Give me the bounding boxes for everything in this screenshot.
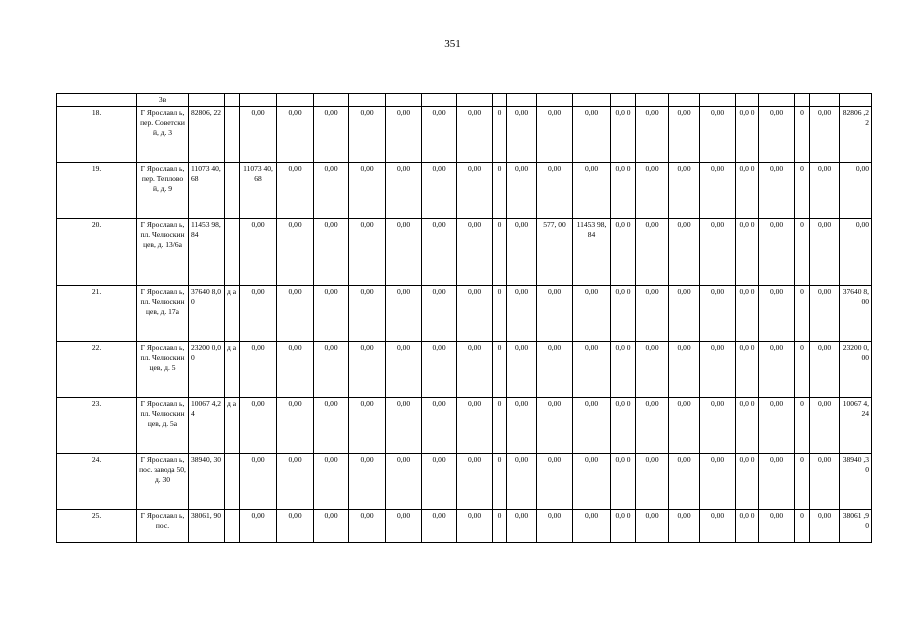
value-cell: 0,00 xyxy=(349,219,386,286)
value-cell: 0,00 xyxy=(810,286,840,342)
value-cell: 0 xyxy=(795,342,810,398)
value-cell: 0,00 xyxy=(537,342,573,398)
value-cell: 0,00 xyxy=(349,286,386,342)
value-cell: 0,00 xyxy=(314,286,349,342)
value-cell: 0,00 xyxy=(457,163,493,219)
address-cell: Г Ярославл ь, пос. завода 50, д. 30 xyxy=(137,454,189,510)
value-cell: 0,00 xyxy=(573,454,611,510)
table-body xyxy=(57,94,872,543)
value-cell: 0,00 xyxy=(573,342,611,398)
value-cell: 0,00 xyxy=(507,163,537,219)
value-cell: 0,00 xyxy=(507,107,537,163)
value-cell: 0,00 xyxy=(422,286,457,342)
value-cell: 0,00 xyxy=(277,510,314,543)
row-number: 24. xyxy=(57,454,137,510)
value-cell: 0,0 0 xyxy=(736,163,759,219)
total-cell: 23200 0,00 xyxy=(189,342,225,398)
value-cell: 0,00 xyxy=(314,510,349,543)
value-cell: 0,00 xyxy=(386,107,422,163)
value-cell: 0,00 xyxy=(669,342,700,398)
value-cell: 0,00 xyxy=(700,219,736,286)
value-cell: 0,00 xyxy=(386,163,422,219)
value-cell: 0,00 xyxy=(422,219,457,286)
flag-cell xyxy=(225,454,240,510)
value-cell: 0,00 xyxy=(314,342,349,398)
value-cell: 0,00 xyxy=(700,398,736,454)
value-cell: 0,00 xyxy=(457,286,493,342)
value-cell: 0,00 xyxy=(573,163,611,219)
value-cell: 0,00 xyxy=(759,510,795,543)
value-cell: 0 xyxy=(493,454,507,510)
last-value-cell: 38061 ,90 xyxy=(840,510,872,543)
value-cell: 0,00 xyxy=(537,454,573,510)
value-cell: 0,00 xyxy=(759,107,795,163)
value-cell: 0,00 xyxy=(422,510,457,543)
continuation-text: 3в xyxy=(137,94,189,107)
value-cell: 0,00 xyxy=(240,286,277,342)
row-number: 25. xyxy=(57,510,137,543)
value-cell: 0,00 xyxy=(422,107,457,163)
value-cell: 0 xyxy=(493,510,507,543)
value-cell: 0,00 xyxy=(507,454,537,510)
value-cell: 0,00 xyxy=(669,510,700,543)
value-cell: 0,00 xyxy=(349,510,386,543)
table-row xyxy=(57,510,872,543)
value-cell: 0,00 xyxy=(386,398,422,454)
value-cell: 0,00 xyxy=(573,107,611,163)
value-cell: 0,00 xyxy=(349,163,386,219)
value-cell: 0,00 xyxy=(636,219,669,286)
value-cell: 0,0 0 xyxy=(736,510,759,543)
value-cell: 0,00 xyxy=(277,454,314,510)
value-cell: 0,00 xyxy=(386,219,422,286)
value-cell: 0,00 xyxy=(457,454,493,510)
row-number: 21. xyxy=(57,286,137,342)
row-number: 22. xyxy=(57,342,137,398)
value-cell: 0,00 xyxy=(636,454,669,510)
value-cell: 0,00 xyxy=(759,454,795,510)
value-cell: 0,00 xyxy=(277,286,314,342)
value-cell: 0,00 xyxy=(457,398,493,454)
value-cell: 0,00 xyxy=(457,342,493,398)
value-cell: 0,0 0 xyxy=(611,454,636,510)
value-cell: 0,0 0 xyxy=(736,219,759,286)
value-cell: 0,00 xyxy=(240,107,277,163)
value-cell: 0,00 xyxy=(810,219,840,286)
value-cell: 0 xyxy=(795,454,810,510)
value-cell: 0,00 xyxy=(537,398,573,454)
value-cell: 0,00 xyxy=(386,454,422,510)
value-cell: 0 xyxy=(493,342,507,398)
last-value-cell: 38940 ,30 xyxy=(840,454,872,510)
value-cell: 0,00 xyxy=(507,510,537,543)
value-cell: 0,00 xyxy=(573,510,611,543)
value-cell: 0,00 xyxy=(759,286,795,342)
table-row xyxy=(57,454,872,510)
value-cell: 0,00 xyxy=(636,163,669,219)
value-cell: 0,00 xyxy=(537,286,573,342)
value-cell: 0 xyxy=(493,398,507,454)
value-cell: 0,00 xyxy=(240,219,277,286)
value-cell: 0,00 xyxy=(349,454,386,510)
page-number: 351 xyxy=(444,38,461,50)
value-cell: 0,00 xyxy=(457,219,493,286)
table-row xyxy=(57,342,872,398)
value-cell: 0,00 xyxy=(669,219,700,286)
value-cell: 0,0 0 xyxy=(736,342,759,398)
value-cell: 0,00 xyxy=(422,398,457,454)
value-cell: 0,00 xyxy=(810,454,840,510)
address-cell: Г Ярославл ь, пер. Тепловой, д. 9 xyxy=(137,163,189,219)
value-cell: 0,00 xyxy=(636,398,669,454)
value-cell: 0,00 xyxy=(759,219,795,286)
value-cell: 0,00 xyxy=(507,398,537,454)
value-cell: 0,00 xyxy=(810,107,840,163)
value-cell: 0,00 xyxy=(810,398,840,454)
total-cell: 11073 40,68 xyxy=(189,163,225,219)
value-cell: 0,00 xyxy=(669,163,700,219)
last-value-cell: 0,00 xyxy=(840,163,872,219)
value-cell: 0,00 xyxy=(700,107,736,163)
value-cell: 0,00 xyxy=(700,454,736,510)
value-cell: 0 xyxy=(493,107,507,163)
table-row xyxy=(57,163,872,219)
address-cell: Г Ярославл ь, пер. Советски й, д. 3 xyxy=(137,107,189,163)
value-cell: 0,00 xyxy=(636,286,669,342)
table-row xyxy=(57,286,872,342)
value-cell: 0,00 xyxy=(507,286,537,342)
value-cell: 0,00 xyxy=(636,107,669,163)
data-table xyxy=(56,93,872,543)
value-cell: 11453 98,84 xyxy=(573,219,611,286)
value-cell: 0,00 xyxy=(277,342,314,398)
value-cell: 0 xyxy=(795,107,810,163)
value-cell: 0,00 xyxy=(277,163,314,219)
table-row xyxy=(57,219,872,286)
value-cell: 0,00 xyxy=(349,342,386,398)
value-cell: 0,00 xyxy=(573,398,611,454)
row-number: 19. xyxy=(57,163,137,219)
address-cell: Г Ярославл ь, пл. Челюскин цев, д. 17а xyxy=(137,286,189,342)
value-cell: 0,00 xyxy=(700,342,736,398)
total-cell: 11453 98,84 xyxy=(189,219,225,286)
value-cell: 0,00 xyxy=(669,286,700,342)
value-cell: 0,00 xyxy=(314,398,349,454)
value-cell: 0,0 0 xyxy=(611,286,636,342)
value-cell: 0,00 xyxy=(537,107,573,163)
value-cell: 0,00 xyxy=(314,219,349,286)
value-cell: 0,00 xyxy=(277,219,314,286)
value-cell: 0,00 xyxy=(349,107,386,163)
value-cell: 0,00 xyxy=(810,342,840,398)
address-cell: Г Ярославл ь, пос. xyxy=(137,510,189,543)
value-cell: 0,00 xyxy=(700,286,736,342)
value-cell: 0,00 xyxy=(314,163,349,219)
value-cell: 0,00 xyxy=(277,107,314,163)
value-cell: 0,00 xyxy=(759,342,795,398)
address-cell: Г Ярославл ь, пл. Челюскин цев, д. 5 xyxy=(137,342,189,398)
continuation-row xyxy=(57,94,872,107)
value-cell: 0 xyxy=(795,398,810,454)
value-cell: 0,0 0 xyxy=(736,454,759,510)
value-cell: 0,00 xyxy=(422,342,457,398)
value-cell: 0,00 xyxy=(314,107,349,163)
value-cell: 0,00 xyxy=(636,510,669,543)
value-cell: 0,00 xyxy=(386,286,422,342)
value-cell: 0,00 xyxy=(386,510,422,543)
last-value-cell: 10067 4,24 xyxy=(840,398,872,454)
last-value-cell: 0,00 xyxy=(840,219,872,286)
value-cell: 0 xyxy=(795,163,810,219)
value-cell: 0,00 xyxy=(240,454,277,510)
total-cell: 10067 4,24 xyxy=(189,398,225,454)
value-cell: 0,00 xyxy=(386,342,422,398)
address-cell: Г Ярославл ь, пл. Челюскин цев, д. 13/6а xyxy=(137,219,189,286)
value-cell: 0,00 xyxy=(537,163,573,219)
value-cell: 0,00 xyxy=(700,163,736,219)
value-cell: 0,00 xyxy=(314,454,349,510)
value-cell: 0,00 xyxy=(422,163,457,219)
value-cell: 0,0 0 xyxy=(611,342,636,398)
value-cell: 0,00 xyxy=(507,219,537,286)
flag-cell: д а xyxy=(225,342,240,398)
value-cell: 0,00 xyxy=(240,510,277,543)
value-cell: 0 xyxy=(493,286,507,342)
value-cell: 0,0 0 xyxy=(611,163,636,219)
total-cell: 82806, 22 xyxy=(189,107,225,163)
value-cell: 0,00 xyxy=(669,398,700,454)
flag-cell xyxy=(225,510,240,543)
row-number: 20. xyxy=(57,219,137,286)
value-cell: 577, 00 xyxy=(537,219,573,286)
flag-cell xyxy=(225,219,240,286)
value-cell: 0,0 0 xyxy=(736,286,759,342)
value-cell: 0,0 0 xyxy=(611,107,636,163)
last-value-cell: 82806 ,22 xyxy=(840,107,872,163)
value-cell: 0,0 0 xyxy=(736,107,759,163)
value-cell: 0,00 xyxy=(349,398,386,454)
flag-cell xyxy=(225,163,240,219)
value-cell: 0,00 xyxy=(457,510,493,543)
value-cell: 0 xyxy=(795,510,810,543)
value-cell: 0,00 xyxy=(810,163,840,219)
value-cell: 0,0 0 xyxy=(611,510,636,543)
value-cell: 0,00 xyxy=(759,163,795,219)
value-cell: 0,00 xyxy=(700,510,736,543)
value-cell: 0 xyxy=(493,163,507,219)
flag-cell: д а xyxy=(225,286,240,342)
total-cell: 37640 8,00 xyxy=(189,286,225,342)
value-cell: 0 xyxy=(493,219,507,286)
total-cell: 38940, 30 xyxy=(189,454,225,510)
flag-cell xyxy=(225,107,240,163)
table-row xyxy=(57,107,872,163)
value-cell: 0,00 xyxy=(669,454,700,510)
value-cell: 11073 40,68 xyxy=(240,163,277,219)
address-cell: Г Ярославл ь, пл. Челюскин цев, д. 5а xyxy=(137,398,189,454)
total-cell: 38061, 90 xyxy=(189,510,225,543)
value-cell: 0,00 xyxy=(422,454,457,510)
table-row xyxy=(57,398,872,454)
value-cell: 0,00 xyxy=(759,398,795,454)
value-cell: 0,0 0 xyxy=(736,398,759,454)
value-cell: 0,0 0 xyxy=(611,219,636,286)
value-cell: 0,00 xyxy=(573,286,611,342)
value-cell: 0,00 xyxy=(277,398,314,454)
value-cell: 0,00 xyxy=(240,342,277,398)
flag-cell: д а xyxy=(225,398,240,454)
row-number: 23. xyxy=(57,398,137,454)
last-value-cell: 23200 0,00 xyxy=(840,342,872,398)
last-value-cell: 37640 8,00 xyxy=(840,286,872,342)
value-cell: 0,00 xyxy=(240,398,277,454)
value-cell: 0 xyxy=(795,286,810,342)
value-cell: 0,00 xyxy=(636,342,669,398)
value-cell: 0,00 xyxy=(457,107,493,163)
value-cell: 0,00 xyxy=(507,342,537,398)
value-cell: 0 xyxy=(795,219,810,286)
value-cell: 0,00 xyxy=(537,510,573,543)
row-number: 18. xyxy=(57,107,137,163)
value-cell: 0,00 xyxy=(669,107,700,163)
value-cell: 0,00 xyxy=(810,510,840,543)
value-cell: 0,0 0 xyxy=(611,398,636,454)
